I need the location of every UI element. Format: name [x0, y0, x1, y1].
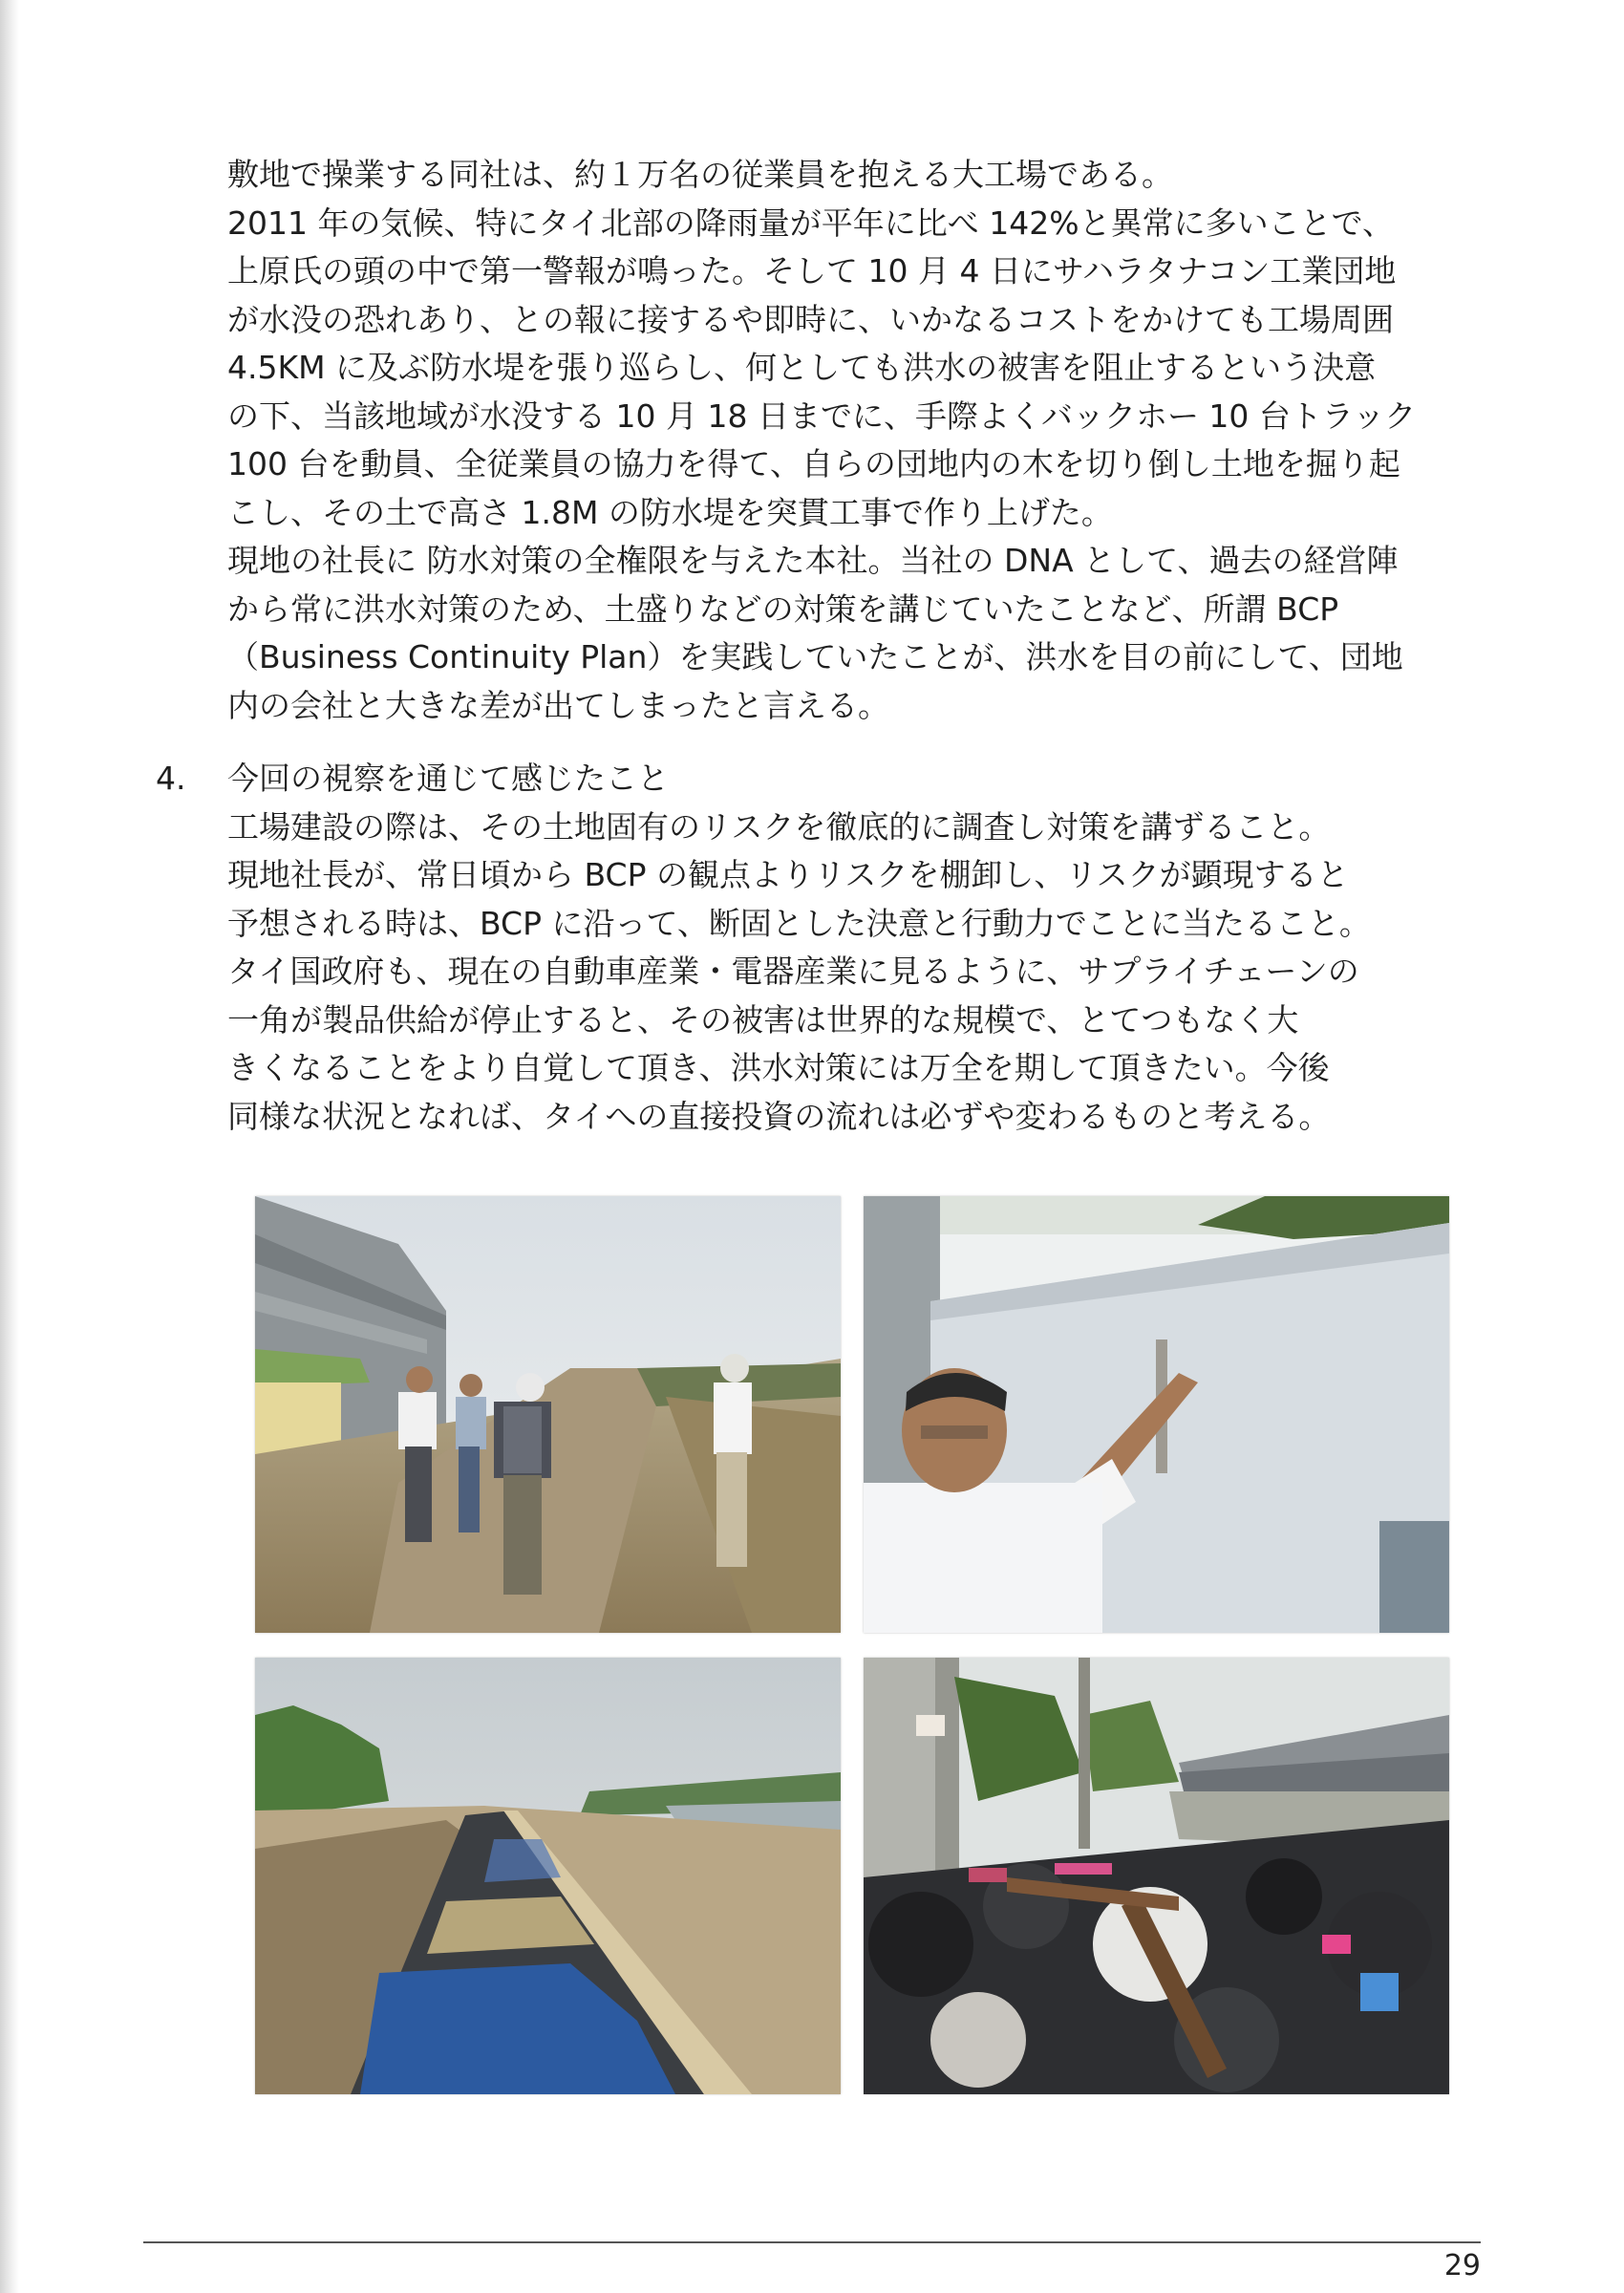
text-line: 敷地で操業する同社は、約１万名の従業員を抱える大工場である。 — [227, 156, 1173, 193]
text-line: から常に洪水対策のため、土盛りなどの対策を講じていたことなど、所謂 BCP — [227, 589, 1339, 628]
photo-inspection-team-on-embankment — [255, 1196, 841, 1633]
footer-rule — [143, 2241, 1481, 2243]
page-edge-shadow — [0, 0, 19, 2293]
text-line: 現地社長が、常日頃から BCP の観点よりリスクを棚卸し、リスクが顕現すると — [227, 856, 1349, 893]
photo-man-pointing-flood-mark — [864, 1196, 1449, 1633]
text-line: （Business Continuity Plan）を実践していたことが、洪水を目の前にして、団地 — [227, 638, 1403, 675]
text-line: 一角が製品供給が停止すると、その被害は世界的な規模で、とてつもなく大 — [227, 1000, 1299, 1039]
photo-flood-barrier-tarp — [255, 1658, 841, 2094]
text-line: こし、その土で高さ 1.8M の防水堤を突貫工事で作り上げた。 — [227, 493, 1113, 531]
text-line: が水没の恐れあり、との報に接するや即時に、いかなるコストをかけても工場周囲 — [227, 300, 1394, 338]
section-4-impressions — [156, 755, 1479, 1141]
text-line: の下、当該地域が水没する 10 月 18 日までに、手際よくバックホー 10 台トラック — [227, 396, 1417, 435]
text-line: タイ国政府も、現在の自動車産業・電器産業に見るように、サプライチェーンの — [227, 953, 1359, 990]
text-line: 内の会社と大きな差が出てしまったと言える。 — [227, 686, 889, 724]
photo-flood-debris-pile — [864, 1658, 1449, 2094]
paragraph-company-flood-response — [227, 151, 1479, 730]
page-number: 29 — [1443, 2249, 1481, 2282]
text-line: 工場建設の際は、その土地固有のリスクを徹底的に調査し対策を講ずること。 — [227, 807, 1331, 846]
text-line: 予想される時は、BCP に沿って、断固とした決意と行動力でことに当たること。 — [227, 904, 1371, 942]
document-body — [156, 151, 1479, 1141]
section-heading: 今回の視察を通じて感じたこと — [227, 760, 669, 797]
text-line: 上原氏の頭の中で第一警報が鳴った。そして 10 月 4 日にサハラタナコン工業団地 — [227, 252, 1397, 289]
text-line: 4.5KM に及ぶ防水堤を張り巡らし、何としても洪水の被害を阻止するという決意 — [227, 349, 1377, 386]
text-line: 同様な状況となれば、タイへの直接投資の流れは必ずや変わるものと考える。 — [227, 1097, 1331, 1135]
text-line: 現地の社長に 防水対策の全権限を与えた本社。当社の DNA として、過去の経営陣 — [227, 542, 1399, 579]
text-line: きくなることをより自覚して頂き、洪水対策には万全を期して頂きたい。今後 — [227, 1049, 1330, 1086]
text-line: 2011 年の気候、特にタイ北部の降雨量が平年に比べ 142%と異常に多いことで、 — [227, 204, 1394, 242]
section-number: 4. — [156, 760, 186, 797]
text-line: 100 台を動員、全従業員の協力を得て、自らの団地内の木を切り倒し土地を掘り起 — [227, 445, 1400, 482]
